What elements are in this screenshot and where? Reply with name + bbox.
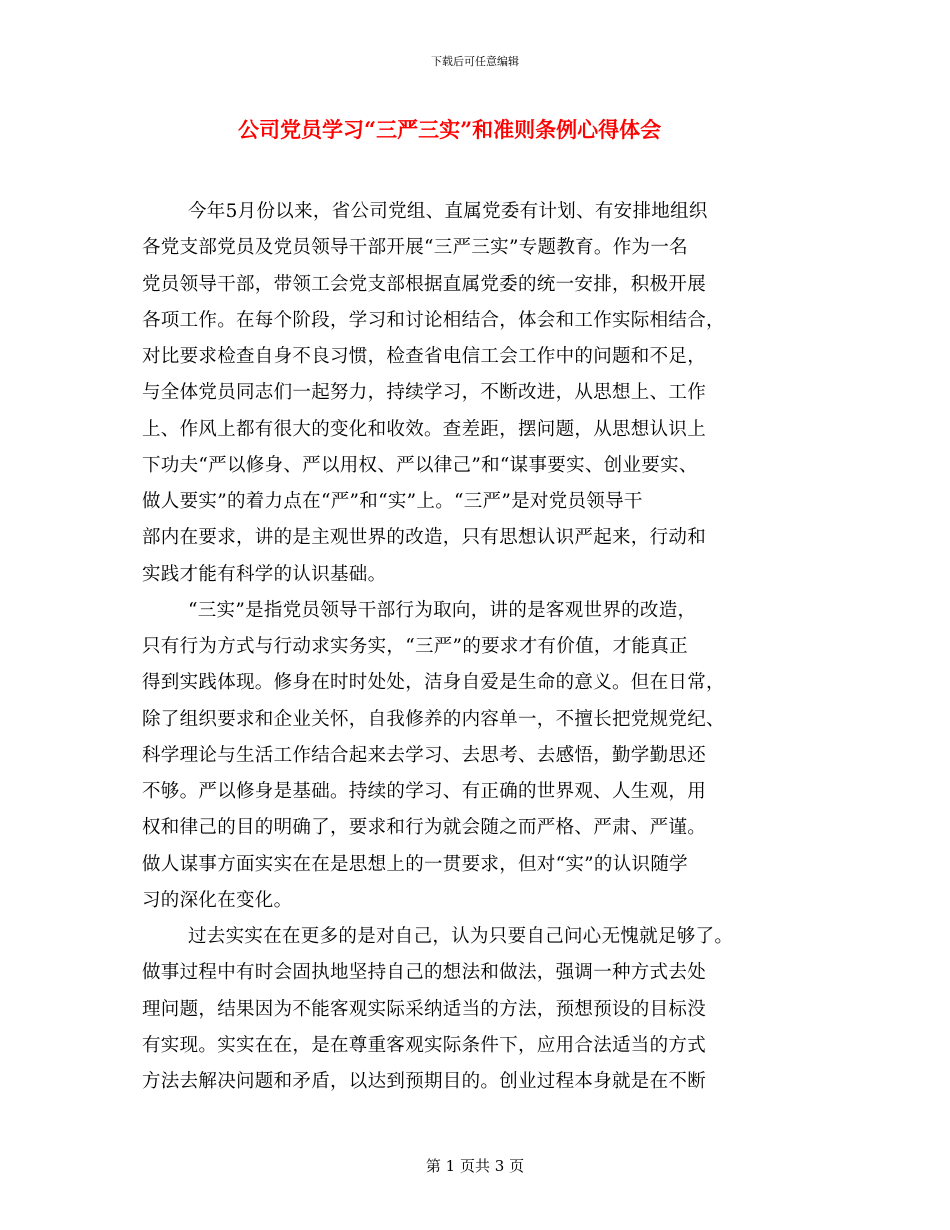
body-text-line: 下功夫“严以修身、严以用权、严以律己”和“谋事要实、创业要实、 (142, 454, 698, 476)
body-text-line: 只有行为方式与行动求实务实，“三严”的要求才有价值，才能真正 (142, 636, 688, 657)
body-text-line: 各项工作。在每个阶段，学习和讨论相结合，体会和工作实际相结合， (142, 309, 725, 331)
body-text-line: 除了组织要求和企业关怀，自我修养的内容单一，不擅长把党规党纪、 (142, 708, 725, 730)
body-text-line: 有实现。实实在在，是在尊重客观实际条件下，应用合法适当的方式 (142, 1034, 707, 1056)
body-text-line: 做事过程中有时会固执地坚持自己的想法和做法，强调一种方式去处 (142, 962, 707, 984)
body-text-line: 对比要求检查自身不良习惯，检查省电信工会工作中的问题和不足， (142, 346, 707, 367)
body-text-line: 党员领导干部，带领工会党支部根据直属党委的统一安排，积极开展 (142, 273, 707, 295)
page-header: 下载后可任意编辑 (431, 55, 519, 68)
body-text-line: 科学理论与生活工作结合起来去学习、去思考、去感悟，勤学勤思还 (142, 744, 707, 766)
body-text-line: 实践才能有科学的认识基础。 (142, 563, 387, 585)
body-text-line: 做人谋事方面实实在在是思想上的一贯要求，但对“实”的认识随学 (142, 853, 688, 875)
body-text-line: 今年5月份以来，省公司党组、直属党委有计划、有安排地组织 (188, 201, 708, 222)
body-text-line: 方法去解决问题和矛盾，以达到预期目的。创业过程本身就是在不断 (142, 1071, 707, 1092)
body-text-line: 上、作风上都有很大的变化和收效。查差距，摆问题，从思想认识上 (142, 418, 707, 440)
body-text-line: 与全体党员同志们一起努力，持续学习，不断改进，从思想上、工作 (142, 382, 707, 404)
body-text-line: 做人要实”的着力点在“严”和“实”上。“三严”是对党员领导干 (142, 491, 643, 512)
body-text-line: 过去实实在在更多的是对自己，认为只要自己问心无愧就足够了。 (188, 926, 734, 947)
body-text-line: 理问题，结果因为不能客观实际采纳适当的方法，预想预设的目标没 (142, 998, 707, 1020)
body-text-line: 得到实践体现。修身在时时处处，洁身自爱是生命的意义。但在日常， (142, 672, 725, 694)
body-text-line: 不够。严以修身是基础。持续的学习、有正确的世界观、人生观，用 (142, 781, 707, 802)
page-footer: 第 1 页共 3 页 (425, 1157, 525, 1175)
body-text-line: 权和律己的目的明确了，要求和行为就会随之而严格、严肃、严谨。 (142, 817, 707, 839)
document-body (142, 194, 822, 1100)
body-text-line: 部内在要求，讲的是主观世界的改造，只有思想认识严起来，行动和 (142, 527, 707, 549)
body-text-line: 各党支部党员及党员领导干部开展“三严三实”专题教育。作为一名 (142, 237, 688, 259)
body-text-line: “三实”是指党员领导干部行为取向，讲的是客观世界的改造， (188, 599, 697, 621)
body-text-line: 习的深化在变化。 (142, 889, 293, 911)
document-title: 公司党员学习“三严三实”和准则条例心得体会 (238, 117, 662, 142)
